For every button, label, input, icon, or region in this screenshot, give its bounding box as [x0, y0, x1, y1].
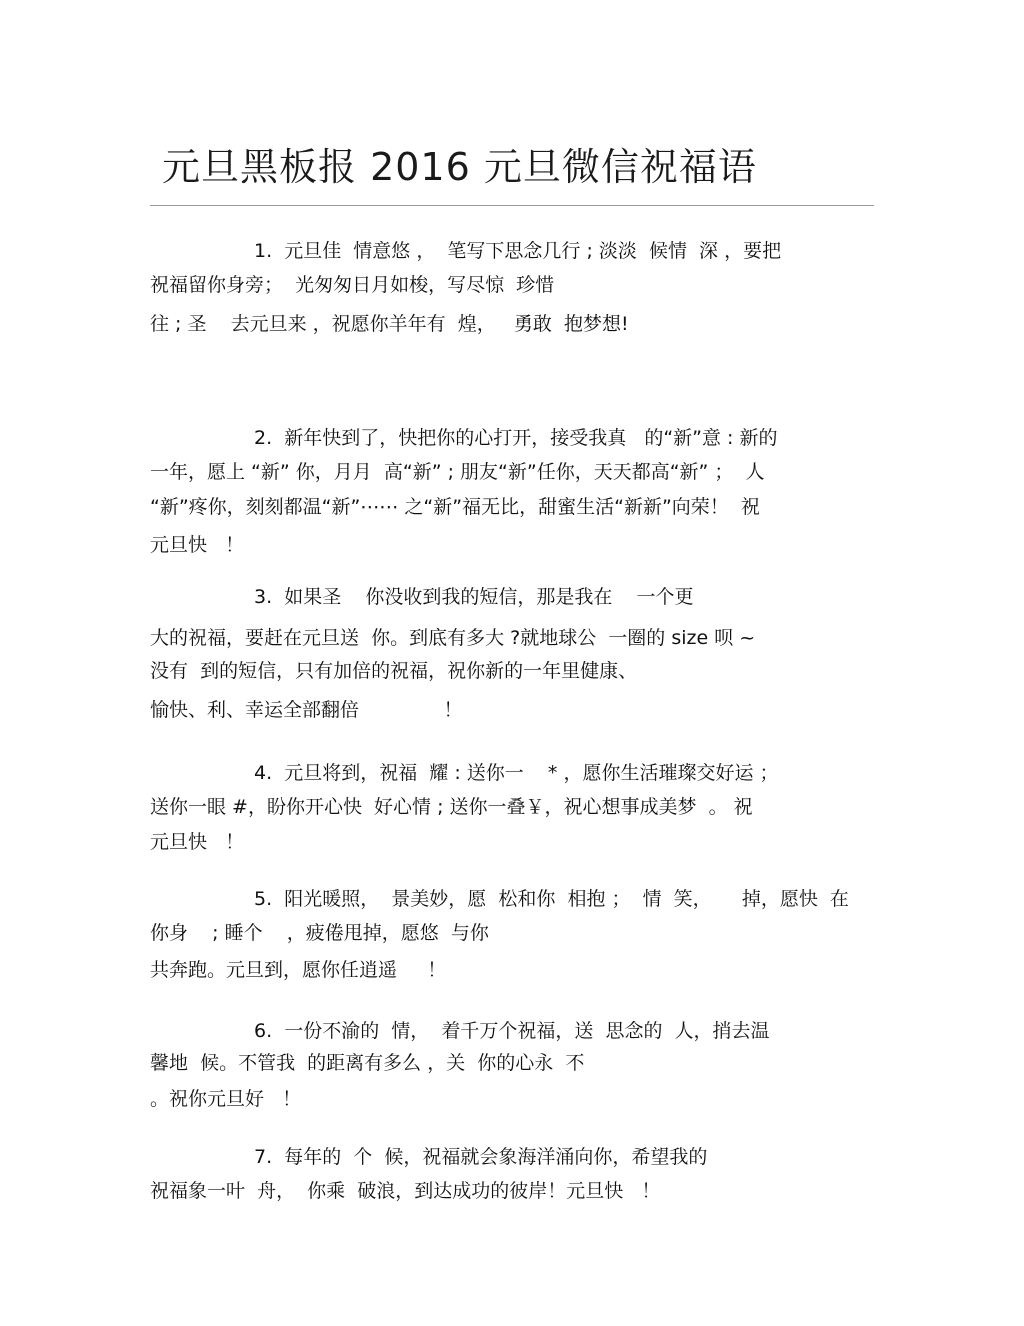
paragraph-line: 4. 元旦将到，祝福 耀 : 送你一 * ，愿你生活璀璨交好运 ；	[254, 762, 779, 784]
paragraph-line: 7. 每年的 个 候，祝福就会象海洋涌向你，希望我的	[254, 1146, 708, 1168]
paragraph-line: 元旦快 ！	[150, 534, 245, 556]
paragraph-line: 。祝你元旦好 ！	[150, 1088, 302, 1110]
paragraph-line: 送你一眼 #，盼你开心快 好心情 ; 送你一叠￥，祝心想事成美梦 。 祝	[150, 796, 753, 818]
paragraph-line: 你身 ; 睡个 ，疲倦甩掉，愿悠 与你	[150, 922, 489, 944]
paragraph-line: 愉快、利、幸运全部翻倍 ！	[150, 699, 463, 721]
paragraph-line: 共奔跑。元旦到，愿你任逍遥 ！	[150, 959, 447, 981]
paragraph-line: 6. 一份不渝的 情， 着千万个祝福，送 思念的 人，捎去温	[254, 1020, 770, 1042]
paragraph-line: 大的祝福，要赶在元旦送 你。到底有多大 ?就地球公 一圈的 size 呗 ~	[150, 627, 756, 649]
paragraph-line: “新”疼你，刻刻都温“新”⋯⋯ 之“新”福无比，甜蜜生活“新新”向荣！ 祝	[150, 496, 760, 518]
paragraph-line: 元旦快 ！	[150, 831, 245, 853]
paragraph-line: 3. 如果圣 你没收到我的短信，那是我在 一个更	[254, 586, 694, 608]
paragraph-line: 1. 元旦佳 情意悠 ， 笔写下思念几行 ; 淡淡 候情 深 ，要把	[254, 240, 782, 262]
paragraph-line: 一年，愿上 “新” 你，月月 高“新” ; 朋友“新”任你，天天都高“新” ； 人	[150, 461, 765, 483]
paragraph-line: 2. 新年快到了，快把你的心打开，接受我真 的“新”意 : 新的	[254, 427, 778, 449]
paragraph-line: 5. 阳光暖照， 景美妙，愿 松和你 相抱 ； 情 笑， 掉，愿快 在	[254, 888, 849, 910]
paragraph-line: 祝福留你身旁； 光匆匆日月如梭，写尽惊 珍惜	[150, 274, 555, 296]
paragraph-line: 馨地 候。不管我 的距离有多么 ，关 你的心永 不	[150, 1052, 585, 1074]
paragraph-line: 往 ; 圣 去元旦来 ，祝愿你羊年有 煌， 勇敢 抱梦想!	[150, 313, 629, 335]
page-title: 元旦黑板报 2016 元旦微信祝福语	[162, 145, 757, 189]
title-divider	[150, 205, 874, 206]
paragraph-line: 祝福象一叶 舟， 你乘 破浪，到达成功的彼岸！元旦快 ！	[150, 1180, 661, 1202]
paragraph-line: 没有 到的短信，只有加倍的祝福，祝你新的一年里健康、	[150, 660, 638, 682]
